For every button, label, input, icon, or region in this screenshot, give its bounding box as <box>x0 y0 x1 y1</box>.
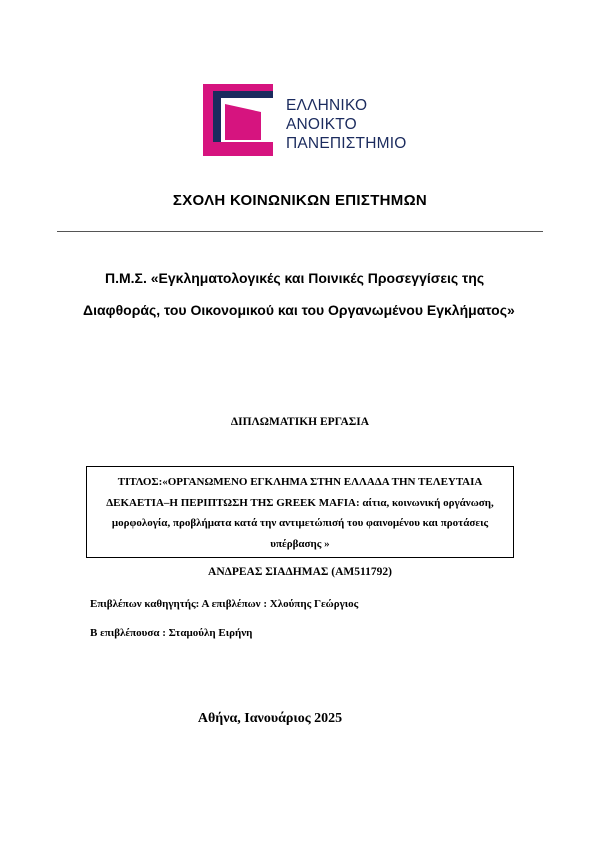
author-name: ΑΝΔΡΕΑΣ ΣΙΑΔΗΜΑΣ (ΑΜ511792) <box>208 566 392 578</box>
university-logo <box>203 84 413 156</box>
supervisor-primary: Επιβλέπων καθηγητής: Α επιβλέπων : Χλούπης Γεώργιος <box>90 598 359 610</box>
supervisor-secondary: Β επιβλέπουσα : Σταμούλη Ειρήνη <box>90 627 253 639</box>
program-title <box>83 268 523 320</box>
logo-line-2: ΑΝΟΙΚΤΟ <box>286 116 357 133</box>
logo-line-1: ΕΛΛΗΝΙΚΟ <box>286 97 368 114</box>
logo-text <box>286 96 406 153</box>
school-heading: ΣΧΟΛΗ ΚΟΙΝΩΝΙΚΩΝ ΕΠΙΣΤΗΜΩΝ <box>172 192 428 209</box>
horizontal-rule <box>57 231 543 232</box>
thesis-label: ΔΙΠΛΩΜΑΤΙΚΗ ΕΡΓΑΣΙΑ <box>230 416 370 428</box>
logo-line-3: ΠΑΝΕΠΙΣΤΗΜΙΟ <box>286 135 407 152</box>
logo-mark-icon <box>203 84 283 156</box>
date-line: Αθήνα, Ιανουάριος 2025 <box>197 711 343 726</box>
program-title-line-2: Διαφθοράς, του Οικονομικού και του Οργανωμένου Εγκλήματος» <box>83 302 515 318</box>
thesis-title-box: ΤΙΤΛΟΣ:«ΟΡΓΑΝΩΜΕΝΟ ΕΓΚΛΗΜΑ ΣΤΗΝ ΕΛΛΑΔΑ ΤΗΝ ΤΕΛΕΥΤΑΙΑ ΔΕΚΑΕΤΙΑ–Η ΠΕΡΙΠΤΩΣΗ ΤΗΣ GREEK MAFIA: αίτια, κοινωνική οργάνωση, μορφολογία, προβλήματα κατά την αντιμετώπισή του φαινομένου και προτάσεις υπέρβασης » <box>86 466 514 558</box>
program-title-line-1: Π.Μ.Σ. «Εγκληματολογικές και Ποινικές Προσεγγίσεις της <box>105 270 485 286</box>
